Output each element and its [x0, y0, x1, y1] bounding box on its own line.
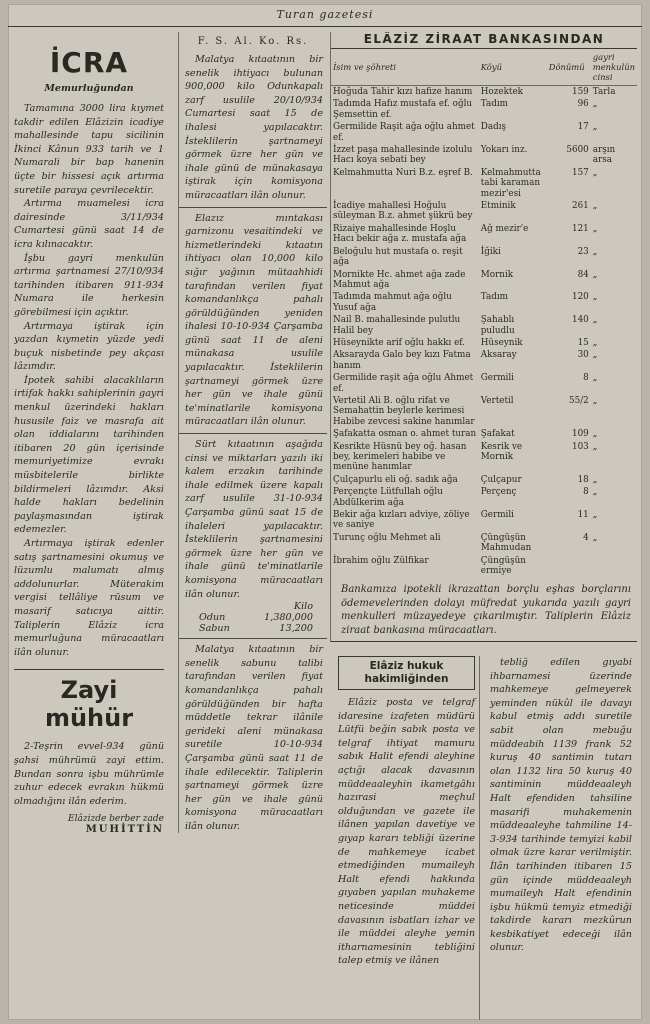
row-area: 261 [571, 201, 589, 212]
table-row [331, 509, 637, 532]
table-row [331, 98, 637, 121]
row-area: 84 [577, 269, 589, 280]
icra-paragraph: İşbu gayri menkulün artırma şartnamesi 27/10/934 tarihinden itibaren 911-934 Numara ile herkesin görebilmesi için açıktır. [14, 252, 164, 318]
row-name: Mornikte Hc. ahmet ağa zade Mahmut ağa [333, 269, 466, 290]
table-row [331, 349, 637, 372]
newspaper-page [8, 4, 642, 1020]
icra-title: İCRA [49, 46, 129, 79]
row-village: İğiki [480, 246, 501, 257]
row-area: 4 [583, 532, 589, 543]
table-header-row [331, 49, 637, 86]
table-row [331, 441, 637, 474]
row-name: İzzet paşa mahallesinde izolulu Hacı koya sebati bey [333, 145, 473, 166]
row-village: Yokarı inz. [480, 145, 528, 156]
row-village: Tadım [480, 292, 508, 303]
table-row [331, 223, 637, 246]
askerlik-paragraph: Sürt kıtaatının aşağıda cinsi ve miktarları yazılı iki kalem erzakın tarihinde ihale edilmek üzere kapalı zarf usulile 31-10-934 Çarşamba günü saat 15 de ihaleleri yapılacaktır. İsteklilerin şartnamesini görmek üzre her gün ve ihale günü te'minatlarile komisyona müracaatları ilân olunur. [185, 439, 323, 600]
row-area: 8 [583, 487, 589, 498]
row-type: „ [592, 246, 598, 257]
row-area: 120 [571, 292, 589, 303]
zayi-signer: MUHİTTİN [85, 824, 164, 836]
row-name: İbrahim oğlu Zülfikar [333, 555, 429, 566]
ziraat-title: ELÂZİZ ZİRAAT BANKASINDAN [331, 32, 637, 49]
hukuk-left-column [330, 656, 480, 1020]
col-header: Dönümü [547, 49, 591, 86]
row-name: Tadımda Hafız mustafa ef. oğlu Şemsettin ef. [333, 99, 473, 120]
row-area: 8 [583, 373, 589, 384]
askerlik-column [178, 32, 327, 833]
row-type [591, 555, 637, 578]
row-area: 23 [577, 246, 589, 257]
row-type: „ [592, 429, 598, 440]
row-village: Şahablı puludlu [480, 315, 515, 336]
row-type: „ [592, 315, 598, 326]
item-row [179, 623, 327, 634]
icra-paragraph: İpotek sahibi alacaklıların irtifak hakkı sahiplerinin gayri menkul üzerindeki hakları hususile faiz ve masrafa ait olan iddialarını tarihinden itibaren 20 gün içerisinde memuriyetimize evrakı müsbitelerile birlikte bildirmeleri lâzımdır. Aksi halde hakları bedelinin paylaşmasından iştirak edemezler. [14, 374, 164, 536]
row-type: „ [592, 350, 598, 361]
table-row [331, 555, 637, 578]
table-row [331, 269, 637, 292]
row-village: Ağ mezir'e [480, 223, 529, 234]
table-row [331, 474, 637, 486]
row-village: Çüngüşün Mahmudan [480, 532, 532, 554]
hukuk-section [330, 656, 636, 1020]
item-name: Odun [199, 612, 226, 624]
row-type: „ [592, 201, 598, 212]
zayi-signer-line: Elâzizde berber zade [68, 814, 164, 825]
zayi-text: 2-Teşrin evvel-934 günü şahsi mührümü zayi ettim. Bundan sonra işbu mührümle zuhur edecek evrakın hükmü olmadığını ilân ederim. [14, 741, 164, 807]
table-row [331, 314, 637, 337]
row-type: „ [592, 337, 598, 348]
row-area: 11 [577, 510, 589, 521]
row-name: Aksarayda Galo bey kızı Fatma hanım [333, 350, 471, 371]
row-village: Etminik [480, 201, 516, 212]
table-row [331, 486, 637, 509]
zayi-title: Zayi mühür [14, 669, 164, 732]
row-type: „ [592, 395, 598, 406]
row-name: Rizaiye mahallesinde Hoşlu Hacı bekir ağa z. mustafa ağa [333, 223, 467, 245]
row-type: „ [592, 441, 598, 452]
row-village: Perçenç [480, 487, 517, 498]
row-village: Aksaray [480, 350, 517, 361]
row-village: Tadım [480, 99, 508, 110]
row-type: „ [592, 167, 598, 178]
row-area: 5600 [566, 145, 589, 156]
row-name: Hüseynikte arif oğlu hakkı ef. [333, 337, 466, 348]
item-qty: 13,200 [279, 623, 313, 635]
icra-paragraph: Artırmaya iştirak edenler satış şartnamesini okumuş ve lüzumlu malumatı almış addolunurlar. Müterakim vergisi tellâliye rüsum ve masarif satıcıya aittir. Taliplerin Elâziz icra memurluğuna müracaatları ilân olunur. [14, 538, 164, 658]
row-type: „ [592, 292, 598, 303]
askerlik-paragraph: Malatya kıtaatının bir senelik ihtiyacı bulunan 900,000 kilo Odunkapalı zarf usulile 20/10/934 Cumartesi saat 15 de ihalesi yapılacaktır. İsteklilerin şartnameyi görmek üzre her gün ve ihale günü de münakasaya iştirak için komisyona müracaatları ilân olunur. [185, 54, 323, 201]
row-area: 109 [571, 429, 589, 440]
row-type: „ [592, 487, 598, 498]
table-row [331, 532, 637, 555]
item-name: Sabun [199, 623, 230, 635]
row-area: 121 [571, 223, 589, 234]
row-type: „ [592, 99, 598, 110]
col-header: gayri menkulün cinsi [591, 49, 637, 86]
row-type: „ [592, 122, 598, 133]
ziraat-notice: Bankamıza ipotekli ikrazattan borçlu eşhas borçlarını ödemevelerinden dolayı müfredat yukarıda yazılı gayri menkulleri müzayedeye çıkarılmıştır. Taliplerin Elâziz ziraat bankasına müracaatları. [331, 577, 637, 642]
row-name: Kesrikte Hüsnü bey oğ. hasan bey, kerimeleri habibe ve menüne hanımlar [333, 441, 467, 473]
table-row [331, 246, 637, 269]
row-village: Çulçapur [480, 474, 522, 485]
ziraat-column [330, 32, 637, 642]
masthead: Turan gazetesi [8, 4, 642, 27]
hukuk-title: Elâziz hukuk hakimliğinden [338, 656, 475, 690]
row-type: „ [592, 532, 598, 543]
table-row [331, 337, 637, 349]
row-area: 30 [577, 350, 589, 361]
row-name: İcadiye mahallesi Hoğulu süleyman B.z. ahmet şükrü bey [333, 201, 473, 222]
row-name: Perçençte Lütfullah oğlu Abdülkerim ağa [333, 487, 443, 508]
row-village: Çüngüşün ermiye [480, 555, 526, 577]
items-header [179, 601, 327, 612]
hukuk-text-continued: tebliğ edilen gıyabi ihbarnamesi üzerinde mahkemeye gelmeyerek yeminden nükûl ile davayı kabul etmiş addı suretile sabit olan mebuğu müddeabih 1139 frank 52 kuruş 40 santimin tutarı olan 1132 lira 50 kuruş 40 santiminin müddeaaleyh Halt efendiden tahsiline masarifi muhakemenin müddeaaleyhe tahmiline 14-3-934 tarihinde temyizi kabil olmak üzre karar verilmiştir. İlân tarihinden itibaren 15 gün içinde müddeaaleyh mumaileyh Halt efendinin işbu hükmü temyiz etmediği takdirde kararı mezkûrun kesbikatiyet edeceği ilân olunur. [490, 657, 632, 954]
row-type: arşın arsa [592, 145, 616, 166]
icra-column [14, 32, 164, 835]
row-name: Bekir ağa kızları adviye, zöliye ve saniye [333, 510, 470, 531]
row-area: 15 [577, 337, 589, 348]
row-name: Çulçapurlu eli oğ. sadık ağa [333, 474, 458, 485]
table-row [331, 167, 637, 200]
row-type: Tarla [592, 87, 616, 97]
hukuk-text: Elâziz posta ve telgraf idaresine izafeten müdürü Lütfü beğin sabık posta ve telgraf ihtiyat mamuru sabık Halit efendi aleyhine açtığı alacak davasının müddeaaleyhin ikametgâhı hazırasi meçhul olduğundan ve gazete ile ilânen yapılan davetiye ve gıyap kararı tebliği üzerine de mahkemeye icabet etmediğinden mumaileyh Halt efendi hakkında gıyaben yapılan muhakeme neticesinde müddei davasının isbatları izhar ve ile müddei aleyhe yemin itharnamesinin tebliğini talep etmiş ve ilânen [338, 697, 475, 967]
row-area: 17 [577, 122, 589, 133]
item-qty: 1,380,000 [264, 612, 313, 624]
table-row [331, 291, 637, 314]
table-row [331, 86, 637, 99]
row-name: Germilide raşit ağa oğlu Ahmet ef. [333, 373, 474, 394]
row-name: Nail B. mahallesinde pulutlu Halil bey [333, 315, 461, 336]
row-area: 18 [577, 474, 589, 485]
row-village: Kesrik ve Mornik [480, 441, 523, 462]
row-type: „ [592, 510, 598, 521]
row-village: Germili [480, 510, 514, 521]
icra-subtitle: Memurluğundan [44, 83, 134, 94]
row-village: Hozektek [480, 87, 523, 97]
row-village: Vertetil [480, 395, 514, 406]
row-village: Hüseynik [480, 337, 523, 348]
row-area: 140 [571, 315, 589, 326]
table-row [331, 121, 637, 144]
row-area: 55/2 [569, 395, 589, 406]
table-row [331, 144, 637, 167]
row-name: Vertetil Ali B. oğlu rifat ve Semahattin beylerle kerimesi Habibe zevcesi sakine hanımlar [333, 395, 475, 427]
row-area: 96 [577, 99, 589, 110]
row-village: Şafakat [480, 429, 515, 440]
row-name: Turunç oğlu Mehmet ali [333, 532, 441, 543]
col-header: Köyü [479, 49, 547, 86]
row-village: Dadış [480, 122, 507, 133]
ziraat-table [331, 49, 637, 577]
hukuk-right-column [484, 656, 636, 955]
row-name: Tadımda mahmut ağa oğlu Yusuf ağa [333, 292, 452, 313]
table-row [331, 372, 637, 395]
items-header-unit: Kilo [293, 601, 313, 613]
row-name: Şafakatta osman o. ahmet turan [333, 429, 477, 440]
icra-paragraph: Artırmaya iştirak için yazdan kıymetin yüzde yedi buçuk nisbetinde pey akçası lâzımdır. [14, 320, 164, 373]
row-type: „ [592, 373, 598, 384]
item-row [179, 612, 327, 623]
row-village: Mornik [480, 269, 514, 280]
row-type: „ [592, 474, 598, 485]
row-village: Germili [480, 373, 514, 384]
table-row [331, 395, 637, 428]
icra-paragraph: Artırma muamelesi icra dairesinde 3/11/934 Cumartesi günü saat 14 de icra kılınacaktır. [14, 198, 164, 250]
row-name: Kelmahmutta Nuri B.z. eşref B. [333, 167, 473, 178]
row-type: „ [592, 223, 598, 234]
row-type: „ [592, 269, 598, 280]
divider [179, 433, 327, 434]
row-name: Germilide Raşit ağa oğlu ahmet ef. [333, 122, 475, 143]
row-area [547, 555, 591, 578]
table-row [331, 200, 637, 223]
row-village: Kelmahmutta tabi karaman mezir'esi [480, 167, 541, 199]
col-header: İsim ve şöhreti [331, 49, 479, 86]
divider [179, 207, 327, 208]
row-area: 103 [571, 441, 589, 452]
askerlik-paragraph: Elazız mıntakası garnizonu vesaitindeki ve hizmetlerindeki kıtaatın ihtiyacı olan 10,000 kilo sığır yağının mütaahhidi tarafından verilen fiyat komandanlıkça pahalı görüldüğünden yeniden ihalesi 10-10-934 Çarşamba günü saat 11 de aleni münakasa usulile yapılacaktır. İsteklilerin şartnameyi görmek üzre her gün ve ihale günü te'minatlarile komisyona müracaatları ilân olunur. [185, 212, 323, 428]
row-name: Hoğuda Tahir kızı hafize hanım [333, 87, 473, 97]
table-row [331, 428, 637, 440]
divider [179, 638, 327, 639]
row-name: Beloğulu hut mustafa o. reşit ağa [333, 246, 463, 268]
askerlik-header: F. S. Al. Ko. Rs. [197, 36, 309, 47]
row-area: 157 [571, 167, 589, 178]
askerlik-paragraph: Malatya kıtaatının bir senelik sabunu talibi tarafından verilen fiyat komandanlıkça pahalı görüldüğünden bir hafta müddetle tekrar ilânile gerideki aleni münakasa suretile 10-10-934 Çarşamba günü saat 11 de ihale edilecektir. Taliplerin şartnameyi görmek üzre her gün ve ihale günü komisyona müracaatları ilân olunur. [185, 644, 323, 832]
row-area: 159 [571, 87, 589, 97]
icra-paragraph: Tamamına 3000 lira kıymet takdir edilen Elâzizin icadiye mahallesinde tapu sicilinin İkinci Kânun 933 tarih ve 1 Numarali bir bap hanenin üçte bir hissesi açık artırma suretile paraya çevrilecektir. [14, 103, 164, 196]
